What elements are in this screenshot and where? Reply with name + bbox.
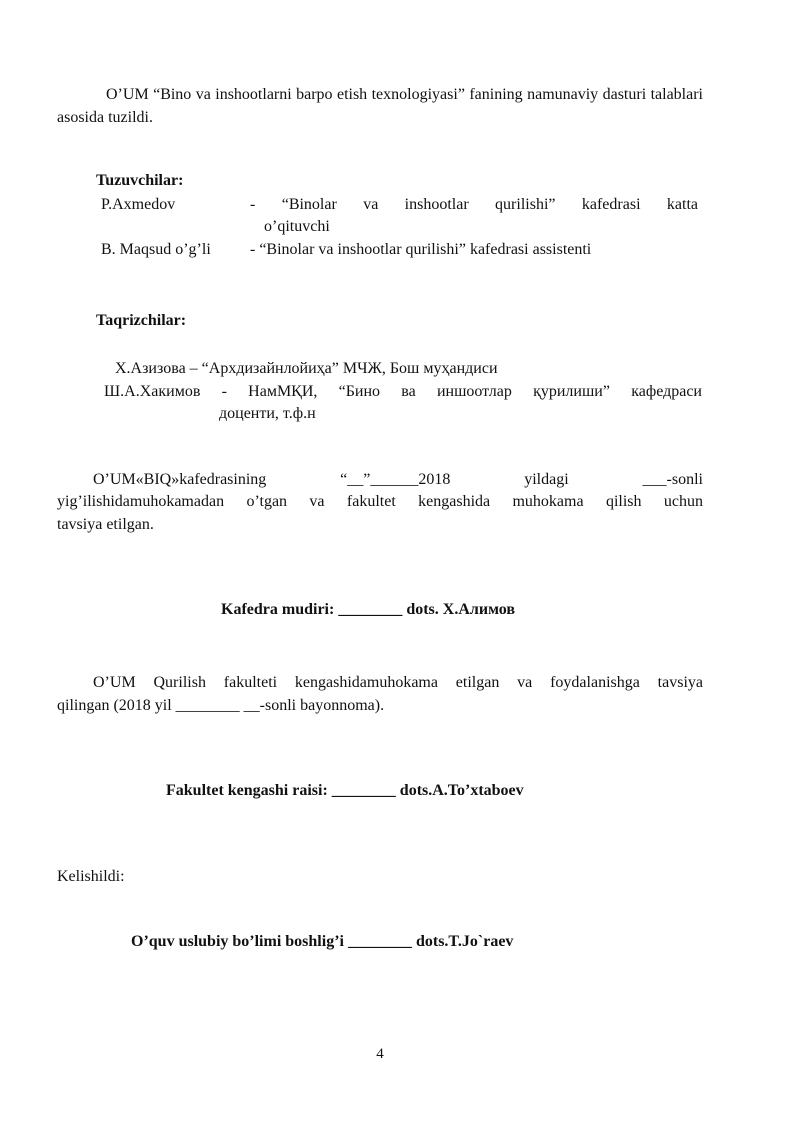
methodology-head-signature: O’quv uslubiy bo’limi boshlig’i ________ dots.T.Jo`raev (131, 933, 514, 950)
agreed-label: Kelishildi: (57, 868, 125, 885)
approval-line-3: tavsiya etilgan. (57, 516, 154, 533)
author-2-role: - “Binolar va inshootlar qurilishi” kafedrasi assistenti (250, 241, 592, 258)
reviewer-2: Ш.А.Хакимов - НамМҚИ, “Бино ва иншоотлар қурилиши” кафедраси (104, 383, 702, 400)
author-1-role: - “Binolar va inshootlar qurilishi” kafedrasi katta (250, 196, 698, 213)
reviewer-2-cont: доценти, т.ф.н (219, 405, 316, 422)
author-1-name: P.Axmedov (101, 196, 176, 213)
department-head-signature: Kafedra mudiri: ________ dots. Х.Алимов (221, 601, 516, 618)
page-number: 4 (376, 1046, 384, 1062)
author-2-name: B. Maqsud o’g’li (101, 241, 211, 258)
council-approval-line-2: qilingan (2018 yil ________ __-sonli bayonnoma). (57, 697, 385, 714)
approval-line-2: yig’ilishidamuhokamadan o’tgan va fakultet kengashida muhokama qilish uchun (57, 493, 703, 510)
approval-line-1: O’UM«BIQ»kafedrasining “__”______2018 yildagi ___-sonli (93, 471, 703, 488)
author-1-role-cont: o’qituvchi (264, 218, 330, 235)
reviewers-heading: Taqrizchilar: (96, 312, 187, 329)
council-approval-line-1: O’UM Qurilish fakulteti kengashidamuhokama etilgan va foydalanishga tavsiya (93, 674, 703, 691)
intro-paragraph: O’UM “Bino va inshootlarni barpo etish texnologiyasi” fanining namunaviy dasturi talablari asosida tuzildi. (57, 86, 703, 126)
faculty-head-signature: Fakultet kengashi raisi: ________ dots.A.To’xtaboev (166, 782, 524, 799)
authors-heading: Tuzuvchilar: (96, 172, 184, 189)
reviewer-1: Х.Азизова – “Архдизайнлойиҳа” МЧЖ, Бош муҳандиси (115, 360, 498, 377)
